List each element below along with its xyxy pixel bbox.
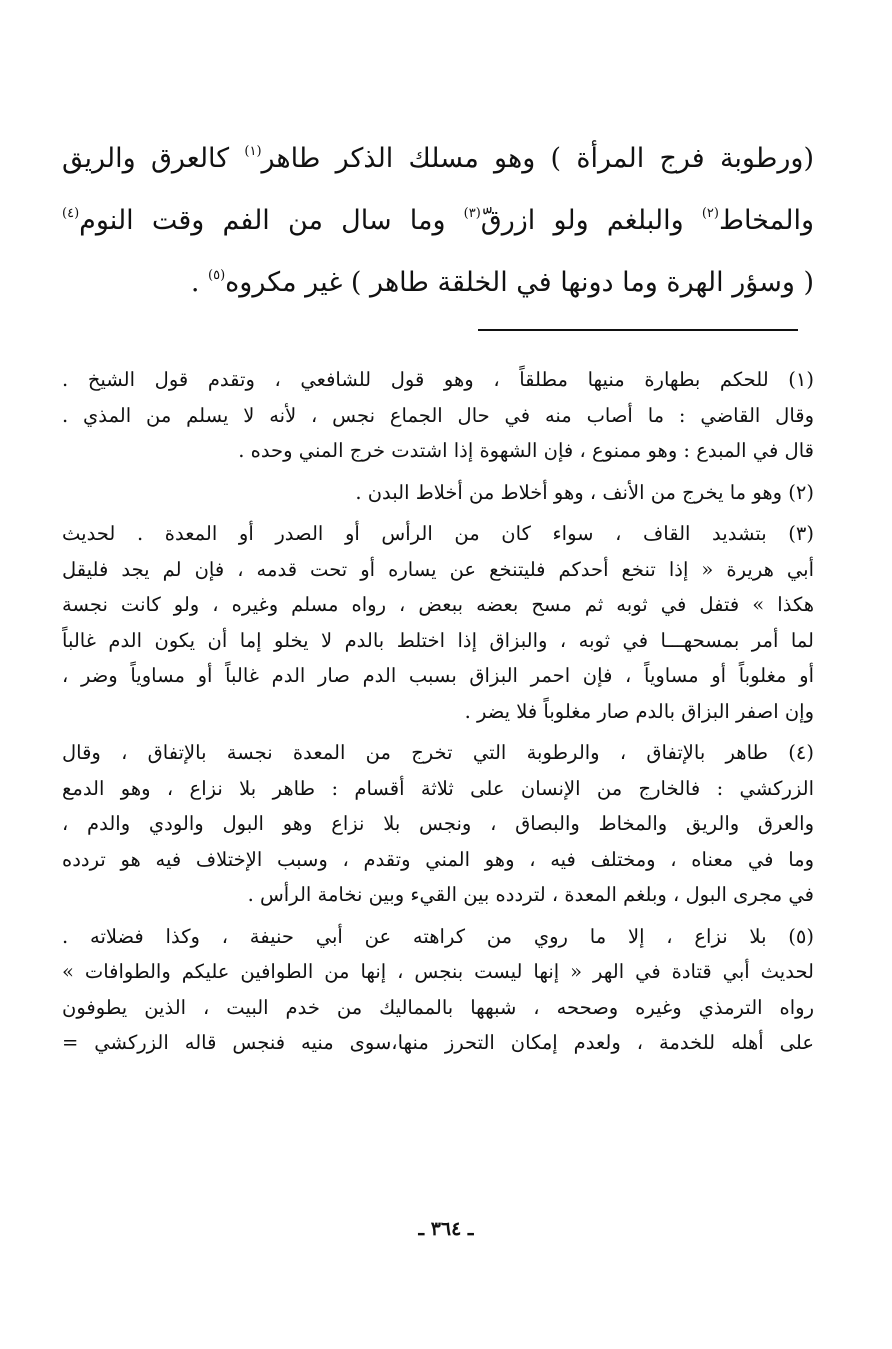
main-text — [62, 128, 814, 314]
main-line-2-tail: والبلغم ولو ازرقّ — [480, 205, 702, 236]
main-line-2-text: والمخاط — [718, 205, 814, 236]
footnote-line: والعرق والريق والمخاط والبصاق ، ونجس بلا نزاع وهو البول والودي والدم ، — [62, 812, 814, 835]
footnote-ref-4: (٤) — [62, 206, 80, 221]
main-line-2-tail2: وما سال من الفم وقت النوم — [79, 205, 464, 236]
footnote-line: على أهله للخدمة ، ولعدم إمكان التحرز منها،سوى منيه فنجس قاله الزركشي = — [62, 1031, 814, 1054]
footnote-ref-3: (٣) — [463, 206, 481, 221]
main-line-2 — [62, 190, 814, 252]
footnote-line: في مجرى البول ، وبلغم المعدة ، لتردده بين القيء وبين نخامة الرأس . — [247, 883, 814, 906]
footnote-line: أبي هريرة « إذا تنخع أحدكم فليتنخع عن يساره أو تحت قدمه ، فإن لم يجد فليقل — [62, 557, 814, 581]
footnote-4 — [62, 735, 814, 913]
footnote-line: وقال القاضي : ما أصاب منه في حال الجماع نجس ، لأنه لا يسلم من المذي . — [62, 403, 814, 427]
main-line-3 — [62, 252, 814, 314]
footnote-2 — [62, 475, 814, 511]
footnote-line: هكذا » فتفل في ثوبه ثم مسح بعضه ببعض ، رواه مسلم وغيره ، ولو كانت نجسة — [62, 593, 814, 616]
footnote-line: (١) للحكم بطهارة منيها مطلقاً ، وهو قول للشافعي ، وتقدم قول الشيخ . — [62, 368, 814, 391]
main-line-1-tail: كالعرق والريق — [62, 143, 245, 174]
footnote-separator — [478, 329, 798, 331]
footnote-line: (٣) بتشديد القاف ، سواء كان من الرأس أو الصدر أو المعدة . لحديث — [62, 522, 814, 545]
footnote-line: أو مغلوباً أو مساوياً ، فإن احمر البزاق بسبب الدم صار الدم غالباً أو مساوياً وضر ، — [62, 664, 814, 687]
footnote-line: وإن اصفر البزاق بالدم صار مغلوباً فلا يضر . — [464, 699, 814, 723]
main-line-1-text: (ورطوبة فرج المرأة ) وهو مسلك الذكر طاهر — [261, 143, 814, 174]
footnote-line: رواه الترمذي وغيره وصححه ، شبهها بالمماليك من خدم البيت ، الذين يطوفون — [62, 995, 814, 1019]
footnote-line: قال في المبدع : وهو ممنوع ، فإن الشهوة إذا اشتدت خرج المني وحده . — [238, 439, 814, 462]
footnote-line: (٥) بلا نزاع ، إلا ما روي من كراهته عن أبي حنيفة ، وكذا فضلاته . — [62, 924, 814, 948]
footnote-ref-5: (٥) — [208, 268, 226, 283]
main-line-3-text: ( وسؤر الهرة وما دونها في الخلقة طاهر ) غير مكروه — [225, 267, 814, 298]
footnote-line: وما في معناه ، ومختلف فيه ، وهو المني وتقدم ، وسبب الإختلاف فيه هو تردده — [62, 847, 814, 871]
footnote-line: (٢) وهو ما يخرج من الأنف ، وهو أخلاط من أخلاط البدن . — [355, 480, 814, 504]
footnote-line: (٤) طاهر بالإتفاق ، والرطوبة التي تخرج من المعدة نجسة بالإتفاق ، وقال — [62, 741, 814, 764]
footnote-line: لحديث أبي قتادة في الهر « إنها ليست بنجس ، إنها من الطوافين عليكم والطوافات » — [62, 960, 814, 983]
footnote-1 — [62, 362, 814, 469]
footnote-3 — [62, 516, 814, 729]
footnotes — [62, 362, 814, 1067]
footnote-5 — [62, 919, 814, 1061]
main-line-1 — [62, 128, 814, 190]
footnote-line: الزركشي : فالخارج من الإنسان على ثلاثة أقسام : طاهر بلا نزاع ، وهو الدمع — [62, 776, 814, 800]
footnote-line: لما أمر بمسحهـــا في ثوبه ، والبزاق إذا اختلط بالدم لا يخلو إما أن يكون الدم غالباً — [62, 628, 814, 652]
footnote-ref-1: (١) — [244, 144, 262, 159]
footnote-ref-2: (٢) — [701, 206, 719, 221]
main-line-3-tail: . — [190, 267, 208, 298]
page-number: ـ ٣٦٤ ـ — [418, 1218, 474, 1240]
